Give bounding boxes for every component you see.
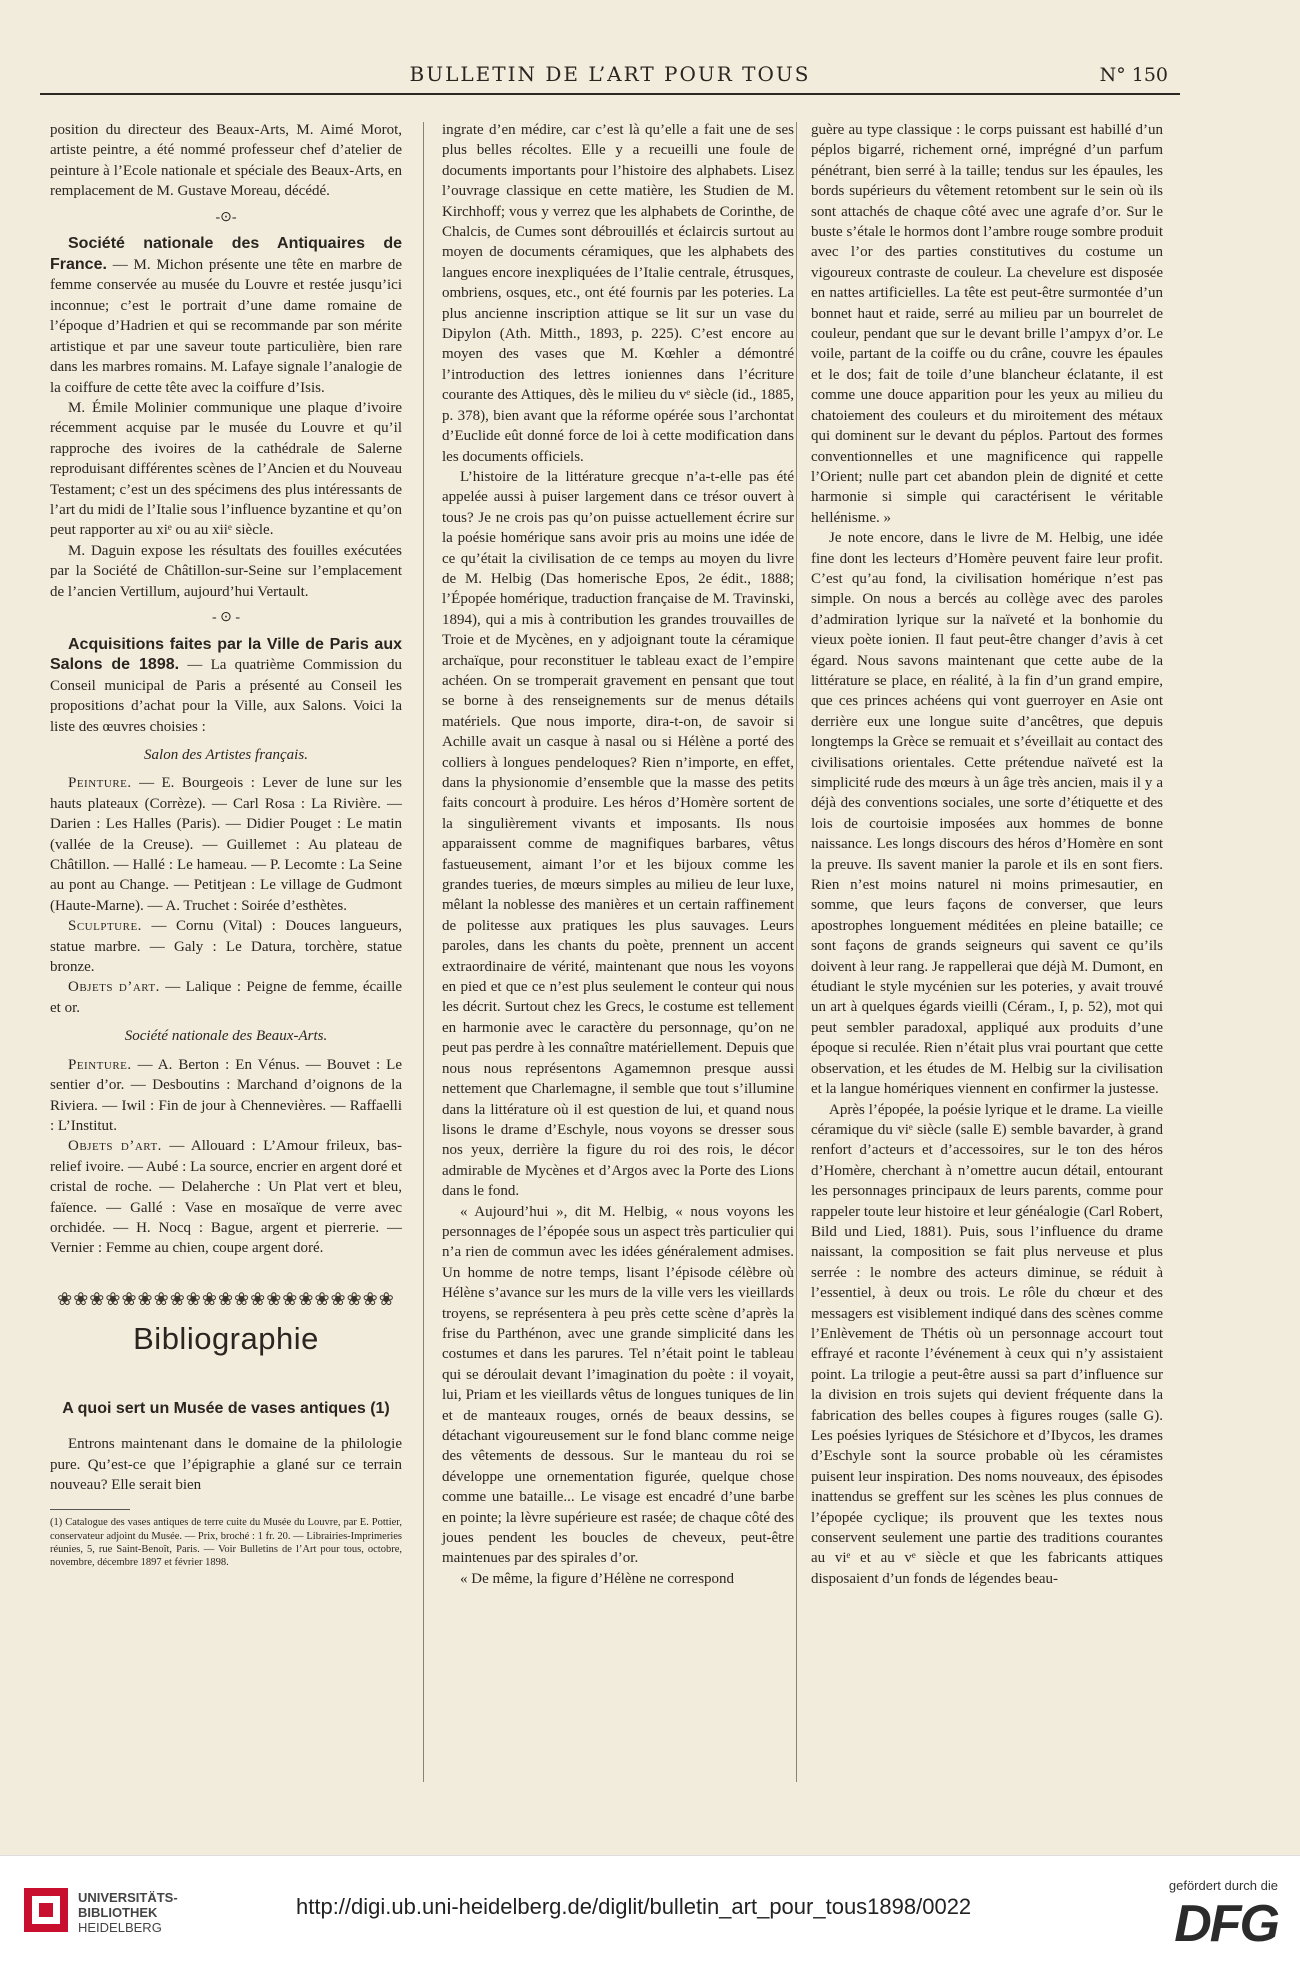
issue-number: N° 150: [1099, 64, 1168, 86]
dfg-logo: DFG: [1174, 1895, 1278, 1953]
paragraph: Je note encore, dans le livre de M. Helbig, une idée fine dont les lecteurs d’Homère peuvent faire leur profit. C’est qu’au fond, la civilisation homérique n’est pas simple. On nous a bercés au collège avec des paroles d’admiration lyrique sur la naïveté et la bonhomie du vieux poète ionien. Il faut peut-être changer d’avis à cet égard. Nous savons maintenant que cette aube de la littérature se place, en réalité, à la fin d’un grand empire, que ces princes achéens qui vont guerroyer en Asie ont derrière eux une longue suite d’ancêtres, que depuis longtemps la Grèce se remuait et s’éveillait au contact des civilisations orientales. Cette prétendue naïveté est la simplicité rude des mœurs à un âge très ancien, mais il y a déjà des conventions sociales, une sorte d’étiquette et des lois de courtoisie imposées aux hommes de bonne naissance. Les longs discours des héros d’Homère en sont la preuve. Ils savent manier la parole et ils en sont fiers. Rien n’est moins naturel ni moins primesautier, en somme, que leurs façons de converser, que leurs apostrophes longuement méditées en pleine bataille; ce sont façons de grands seigneurs qui savent ce qu’ils doivent à leur rang. Je rappellerai que déjà M. Dumont, en étudiant le style mycénien sur les poteries, y avait trouvé un art à quelques égards vieilli (Céram., I, p. 52), mot qui peut sembler paradoxal, appliqué aux produits d’une époque si reculée. Rien n’était plus vrai pourtant que cette observation, et les études de M. Helbig sur la civilisation et la langue homériques viennent en confirmer la justesse.: [811, 530, 1163, 1098]
section-separator: -⊙-: [215, 209, 237, 225]
category-label: Objets d’art.: [68, 1138, 162, 1155]
section-title-bibliographie: Bibliographie: [133, 1320, 319, 1356]
column-divider: [796, 122, 797, 1782]
category-text: — Lalique : Peigne de femme, écaille et or.: [50, 979, 402, 1016]
category-label: Sculpture.: [68, 918, 142, 935]
list-item: [50, 773, 402, 916]
section-separator: - ⊙ -: [211, 610, 241, 626]
university-seal-icon: [22, 1886, 70, 1934]
category-text: — Allouard : L’Amour frileux, bas-relief ivoire. — Aubé : La source, encrier en argent doré et cristal de roche. — Delaherche : Un Plat vert et bleu, faïence. — Gallé : Vase en mosaïque de verre avec orchidée. — H. Nocq : Bague, argent et pierrerie. — Vernier : Femme au chien, coupe argent doré.: [50, 1138, 402, 1257]
salon-title: Société nationale des Beaux-Arts.: [124, 1028, 328, 1045]
paragraph: M. Émile Molinier communique une plaque d’ivoire récemment acquise par le musée du Louvre et qu’il rapproche des ivoires de la cathédrale de Salerne reproduisant différentes scènes de l’Ancien et du Nouveau Testament; c’est un des spécimens des plus intéressants de l’art du midi de l’Italie sous l’influence byzantine et qu’on peut rapporter au xiᵉ ou au xiiᵉ siècle.: [50, 400, 402, 539]
running-title: BULLETIN DE L’ART POUR TOUS: [409, 62, 811, 86]
category-text: — A. Berton : En Vénus. — Bouvet : Le sentier d’or. — Desboutins : Marchand d’oignons de la Riviera. — Iwil : Fin de jour à Chennevières. — Raffaelli : L’Institut.: [50, 1056, 402, 1134]
digitization-footer: [0, 1855, 1300, 1961]
column-left: [50, 120, 402, 1569]
funding-label: gefördert durch die: [1168, 1878, 1278, 1893]
library-name-line: BIBLIOTHEK: [78, 1905, 158, 1920]
paragraph: Entrons maintenant dans le domaine de la philologie pure. Qu’est-ce que l’épigraphie a glané sur ce terrain nouveau? Elle serait bien: [50, 1436, 402, 1493]
category-text: — E. Bourgeois : Lever de lune sur les hauts plateaux (Corrèze). — Carl Rosa : La Rivière. — Darien : Les Halles (Paris). — Didier Pouget : Le matin (vallée de la Creuse). — Guillemet : Au plateau de Châtillon. — Hallé : Le hameau. — P. Lecomte : La Seine au pont au Change. — Petitjean : Le village de Gudmont (Haute-Marne). — A. Truchet : Soirée d’esthètes.: [50, 775, 402, 914]
heading-text: Société nationale des Antiquaires de France.: [50, 235, 402, 273]
paragraph: « Aujourd’hui », dit M. Helbig, « nous voyons les personnages de l’épopée sous un aspect très particulier qui n’a rien de commun avec les idées généralement admises. Un homme de notre temps, lisant l’épisode célèbre où Hélène s’avance sur les murs de la ville vers les vieillards troyens, se représentera à peu près cette scène d’après la frise du Parthénon, avec une grande simplicité dans les costumes et dans les parures. Tel n’était point le tableau qui se déroulait devant l’imagination du poète : il voyait, lui, Priam et les vieillards vêtus de longues tuniques de lin et de manteaux rouges, ornés de beaux dessins, se détachant vigoureusement sur le fond blanc comme neige des vêtements de dessous. Sur le manteau du roi se développe une ornementation figurée, quelque chose comme une bataille... Le visage est encadré d’une barbe en pointe; la lèvre supérieure est rasée; de chaque côté des joues pendent les boucles de cheveux, peut-être maintenues par des spirales d’or.: [442, 1203, 794, 1567]
permalink-url[interactable]: http://digi.ub.uni-heidelberg.de/diglit/bulletin_art_pour_tous1898/0022: [296, 1894, 972, 1919]
list-item: [50, 977, 402, 1018]
paragraph: M. Daguin expose les résultats des fouilles exécutées par la Société de Châtillon-sur-Seine sur l’emplacement de l’ancien Vertillum, aujourd’hui Vertault.: [50, 542, 402, 600]
heading-body: — La quatrième Commission du Conseil municipal de Paris a présenté au Conseil les propositions d’achat pour la Ville, aux Salons. Voici la liste des œuvres choisies :: [50, 657, 403, 735]
paragraph: guère au type classique : le corps puissant est habillé d’un péplos bigarré, richement orné, imprégné d’un parfum pénétrant, bien serré à la taille; tendus sur les épaules, les bords supérieurs du vêtement retombent sur le sein où ils sont attachés de chaque côté avec une agrafe d’or. Sur le buste s’étale le hormos dont l’ambre rouge sombre produit avec l’or des parties constitutives du costume un vigoureux contraste de couleur. La chevelure est disposée en nattes artificielles. La tête est peut-être surmontée d’un bonnet haut et raide, serré au milieu par un bourrelet de couleur, pendant que sur le devant brille l’ampyx d’or. Le voile, partant de la coiffe ou du crâne, couvre les épaules et le dos; fait de toile d’une blancheur éclatante, il est comme une douce apparition pour les yeux au milieu du chatoiement des couleurs et du miroitement des métaux qui dominent sur le devant du péplos. Partout des formes conventionnelles et une magnificence qui rappelle l’Orient; nulle part cet abandon plein de dignité et cette harmonie si simple qui caractérisent le véritable hellénisme. »: [811, 122, 1163, 526]
column-right: [811, 120, 1163, 1589]
category-label: Objets d’art.: [68, 979, 160, 996]
library-name: [78, 1890, 178, 1935]
paragraph: L’histoire de la littérature grecque n’a-t-elle pas été appelée aussi à puiser largement dans ce trésor ouvert à tous? Je ne crois pas qu’on puisse actuellement écrire sur la poésie homérique sans avoir pris au moins une idée de ce qu’était la civilisation de ce temps au moyen du livre de M. Helbig (Das homerische Epos, 2e édit., 1888; l’Épopée homérique, traduction française de M. Travinski, 1894), qui a mis à contribution les grandes trouvailles de Troie et de Mycènes, en y adjoignant toute la céramique archaïque, pour reconstituer le tableau exact de l’empire achéen. On se tromperait gravement en pensant que tout se borne à des renseignements sur de menus détails matériels. Que nous importe, dira-t-on, de savoir si Achille avait un casque à nasal ou si Hélène a porté des colliers à longues pendeloques? Rien n’importe, en effet, dans la physionomie d’ensemble que la masse des petits faits concourt à produire. Les héros d’Homère sortent de la singulièrement vivants et imposants. Ils nous apparaissent comme de magnifiques barbares, vêtus fastueusement, aimant l’or et les bijoux comme les grandes tueries, de mœurs simples au milieu de leur luxe, mêlant la noblesse des manières et un certain raffinement de politesse aux pratiques les plus sauvages. Leurs paroles, dans les chants du poète, prennent un accent extraordinaire de vérité, maintenant que nous les voyons en pied et que ce n’est plus seulement le conteur qui nous les décrit. Surtout chez les Grecs, le costume est tellement en harmonie avec le caractère du personnage, qu’on ne peut pas perdre à les connaître matériellement. Depuis que nous nous représentons Agamemnon presque aussi nettement que Charlemagne, il semble que tout s’illumine dans la littérature où il est question de lui, et quand nous lisons le drame d’Eschyle, nous voyons se dresser sous nos yeux, derrière la figure du roi des rois, le décor admirable de Mycènes et d’Argos avec la Porte des Lions dans le fond.: [442, 468, 794, 1200]
paragraph: position du directeur des Beaux-Arts, M. Aimé Morot, artiste peintre, a été nommé professeur chef d’atelier de peinture à l’Ecole nationale et spéciale des Beaux-Arts, en remplacement de M. Gustave Moreau, décédé.: [50, 122, 402, 200]
category-text: — Cornu (Vital) : Douces langueurs, statue marbre. — Galy : Le Datura, torchère, statue bronze.: [50, 918, 402, 976]
category-label: Peinture.: [68, 775, 132, 792]
ornament-border: ❀❀❀❀❀❀❀❀❀❀❀❀❀❀❀❀❀❀❀❀❀: [57, 1288, 395, 1309]
category-label: Peinture.: [68, 1056, 132, 1073]
header-rule: [40, 93, 1180, 95]
column-middle: [442, 120, 794, 1589]
library-name-line: HEIDELBERG: [78, 1920, 162, 1935]
heading-body: — M. Michon présente une tête en marbre de femme conservée au musée du Louvre et restée jusqu’ici inconnue; c’est le portrait d’une dame romaine de l’époque d’Hadrien et qui se recommande par son mérite artistique et par une saveur toute particulière, bien rare dans les marbres romains. M. Lafaye signale l’analogie de la coiffure de cette tête avec la coiffure d’Isis.: [50, 256, 402, 396]
page-header: [40, 62, 1180, 92]
list-item: [50, 1136, 402, 1258]
footnote: (1) Catalogue des vases antiques de terre cuite du Musée du Louvre, par E. Pottier, conservateur adjoint du Musée. — Prix, broché : 1 fr. 20. — Librairies-Imprimeries réunies, 5, rue Saint-Benoît, Paris. — Voir Bulletins de l’Art pour tous, octobre, novembre, décembre 1897 et février 1898.: [50, 1517, 402, 1568]
salon-title: Salon des Artistes français.: [144, 747, 308, 763]
footnote-rule: [50, 1509, 130, 1510]
article-title: A quoi sert un Musée de vases antiques (1): [62, 1400, 390, 1418]
column-divider: [423, 122, 424, 1782]
paragraph: Après l’épopée, la poésie lyrique et le drame. La vieille céramique du viᵉ siècle (salle E) semble bavarder, à grand renfort d’acteurs et d’accessoires, sur le ton des héros d’Homère, cherchant à n’omettre aucun détail, entourant les personnages principaux de leurs parents, comme pour rappeler toute leur histoire et leur généalogie (Carl Robert, Bild und Lied, 1881). Puis, sous l’influence du drame naissant, la composition se fait plus nerveuse et plus serrée : le nombre des acteurs diminue, se réduit à l’essentiel, à deux ou trois. Le rôle du chœur et des messagers est visiblement indiqué dans des scènes comme l’Enlèvement de Thétis où un personnage accourt tout effrayé et raconte l’événement à ceux qui n’y assistaient point. La trilogie a peut-être aussi sa part d’influence sur la division en trois sujets qui devient fréquente dans la fabrication des belles coupes à figures rouges (salle G). Les poésies lyriques de Stésichore et d’Ibycos, les drames d’Eschyle sont la source probable où les céramistes puisent leur inspiration. Des noms nouveaux, des épisodes inattendus se greffent sur les scènes les plus connues de l’épopée cyclique; ils prouvent que les textes nous conservent seulement une partie des traditions courantes au viᵉ et au vᵉ siècle et que les fabricants attiques disposaient d’un fonds de légendes beau-: [811, 1101, 1163, 1587]
library-name-line: UNIVERSITÄTS-: [78, 1890, 178, 1905]
section-heading-antiquaires: [50, 234, 402, 398]
heading-text: Acquisitions faites par la Ville de Paris aux Salons de 1898.: [50, 635, 402, 673]
paragraph: ingrate d’en médire, car c’est là qu’elle a fait une de ses plus belles récoltes. Elle y a recueilli une foule de documents importants pour l’histoire des alphabets. Lisez l’ouvrage classique en cette matière, les Studien de M. Kirchhoff; vous y verrez que les alphabets de Corinthe, de Chalcis, de Cumes sont débrouillés et éclaircis surtout au moyen de documents céramiques, que les alphabets des langues encore inexpliquées de l’Italie centrale, étrusques, ombriens, osques, etc., ont été fournis par les poteries. La plus ancienne inscription attique se lit sur un vase du Dipylon (Ath. Mitth., 1893, p. 225). C’est encore au moyen des vases que M. Kœhler a démontré l’introduction des lettres ioniennes dans l’écriture courante des Attiques, dès le milieu du vᵉ siècle (id., 1885, p. 378), bien avant que la réforme opérée sous l’archontat d’Euclide eût donné force de loi à cette modification dans les documents officiels.: [442, 122, 794, 465]
section-heading-acquisitions: [50, 635, 402, 738]
paragraph: « De même, la figure d’Hélène ne correspond: [460, 1570, 735, 1587]
list-item: [50, 1055, 402, 1137]
list-item: [50, 916, 402, 977]
